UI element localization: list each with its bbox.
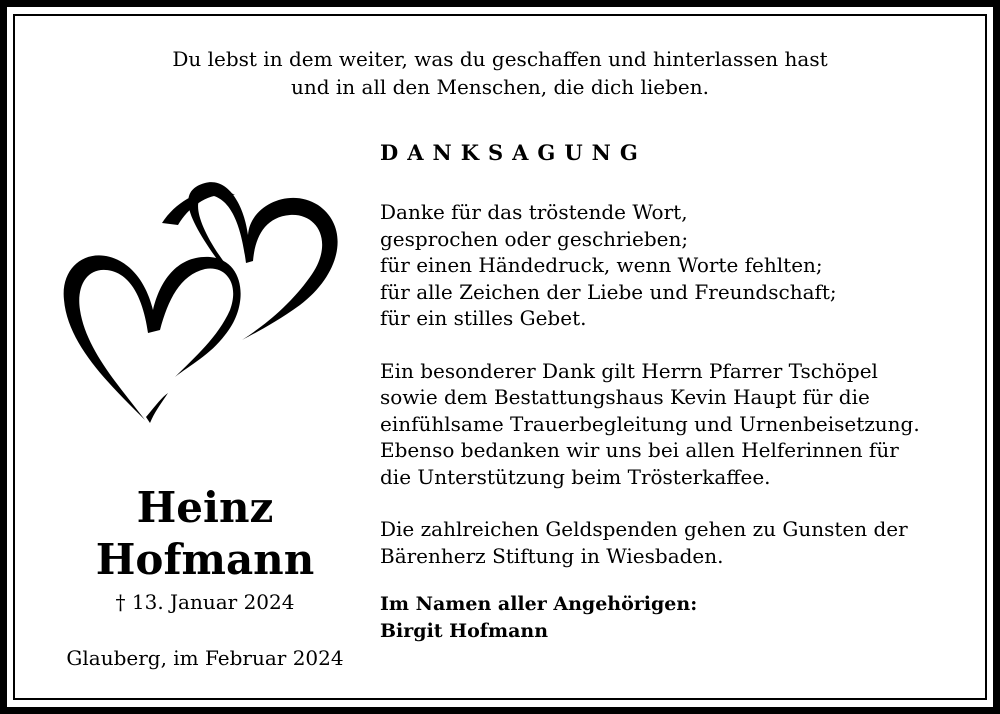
paragraph-line: einfühlsame Trauerbegleitung und Urnenbeisetzung.: [380, 411, 920, 436]
death-date: † 13. Januar 2024: [115, 590, 295, 614]
signature-line-1: Im Namen aller Angehörigen:: [380, 593, 698, 615]
deceased-name: [55, 482, 355, 586]
thanks-column: [380, 140, 970, 644]
paragraph-thanks: [380, 199, 970, 332]
paragraph-line: die Unterstützung beim Trösterkaffee.: [380, 464, 771, 489]
deceased-first-name: Heinz: [136, 483, 274, 532]
motto-line-2: und in all den Menschen, die dich lieben.: [290, 75, 710, 99]
deceased-last-name: Hofmann: [95, 535, 315, 584]
motto: [0, 45, 1000, 101]
place-date: Glauberg, im Februar 2024: [66, 646, 344, 670]
paragraph-line: Danke für das tröstende Wort,: [380, 200, 688, 224]
paragraph-line: Ebenso bedanken wir uns bei allen Helferinnen für: [380, 438, 899, 462]
paragraph-line: Die zahlreichen Geldspenden gehen zu Gunsten der: [380, 517, 908, 541]
motto-line-1: Du lebst in dem weiter, was du geschaffen und hinterlassen hast: [172, 47, 828, 71]
paragraph-special-thanks: [380, 358, 970, 491]
paragraph-line: Bärenherz Stiftung in Wiesbaden.: [380, 543, 724, 568]
paragraph-line: Ein besonderer Dank gilt Herrn Pfarrer Tschöpel: [380, 358, 878, 383]
paragraph-line: für einen Händedruck, wenn Worte fehlten;: [380, 253, 823, 277]
signature-line-2: Birgit Hofmann: [380, 619, 549, 642]
paragraph-line: für ein stilles Gebet.: [380, 306, 587, 330]
signature: [380, 591, 970, 644]
heading: DANKSAGUNG: [380, 140, 647, 165]
paragraph-line: sowie dem Bestattungshaus Kevin Haupt für die: [380, 385, 870, 409]
paragraph-donations: [380, 516, 970, 569]
two-hearts-icon: [50, 165, 360, 435]
paragraph-line: gesprochen oder geschrieben;: [380, 226, 689, 251]
paragraph-line: für alle Zeichen der Liebe und Freundschaft;: [380, 279, 837, 304]
